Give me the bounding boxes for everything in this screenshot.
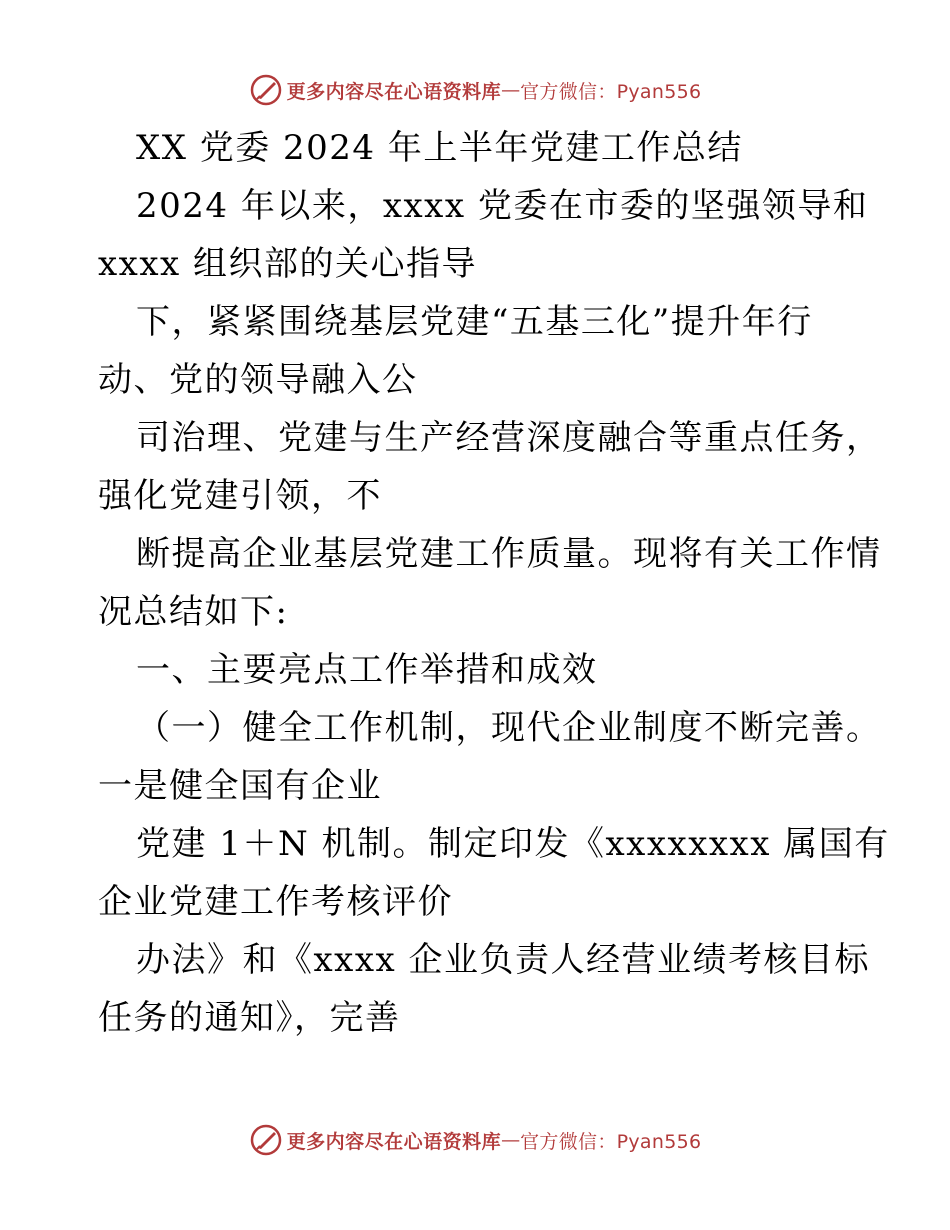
paragraph-line: 一是健全国有企业 xyxy=(98,766,382,806)
quill-logo-icon xyxy=(249,1123,283,1157)
paragraph-line: 断提高企业基层党建工作质量。现将有关工作情 xyxy=(136,534,882,574)
paragraph-line: 下，紧紧围绕基层党建“五基三化”提升年行 xyxy=(136,302,813,342)
paragraph-line: xxxx 组织部的关心指导 xyxy=(98,244,478,284)
footer-watermark xyxy=(0,1120,950,1160)
watermark-wechat: 官方微信：Pyan556 xyxy=(520,1130,702,1153)
paragraph-line: 动、党的领导融入公 xyxy=(98,360,418,400)
subsection-heading: （一）健全工作机制，现代企业制度不断完善。 xyxy=(136,708,882,748)
watermark-text: 更多内容尽在心语资料库 xyxy=(286,1130,502,1153)
watermark-text: 更多内容尽在心语资料库 xyxy=(286,80,502,103)
paragraph-line: 2024 年以来，xxxx 党委在市委的坚强领导和 xyxy=(136,186,869,226)
document-title: XX 党委 2024 年上半年党建工作总结 xyxy=(136,128,743,168)
paragraph-line: 强化党建引领，不 xyxy=(98,476,382,516)
header-watermark xyxy=(0,70,950,110)
paragraph-line: 企业党建工作考核评价 xyxy=(98,882,453,922)
section-heading: 一、主要亮点工作举措和成效 xyxy=(136,650,598,690)
paragraph-line: 办法》和《xxxx 企业负责人经营业绩考核目标 xyxy=(136,940,871,980)
paragraph-line: 司治理、党建与生产经营深度融合等重点任务， xyxy=(136,418,882,458)
paragraph-line: 党建 1＋N 机制。制定印发《xxxxxxxx 属国有 xyxy=(136,824,890,864)
watermark-separator: — xyxy=(501,79,521,101)
paragraph-line: 况总结如下: xyxy=(98,592,289,632)
watermark-separator: — xyxy=(501,1129,521,1151)
quill-logo-icon xyxy=(249,73,283,107)
watermark-wechat: 官方微信：Pyan556 xyxy=(520,80,702,103)
paragraph-line: 任务的通知》，完善 xyxy=(98,998,401,1038)
